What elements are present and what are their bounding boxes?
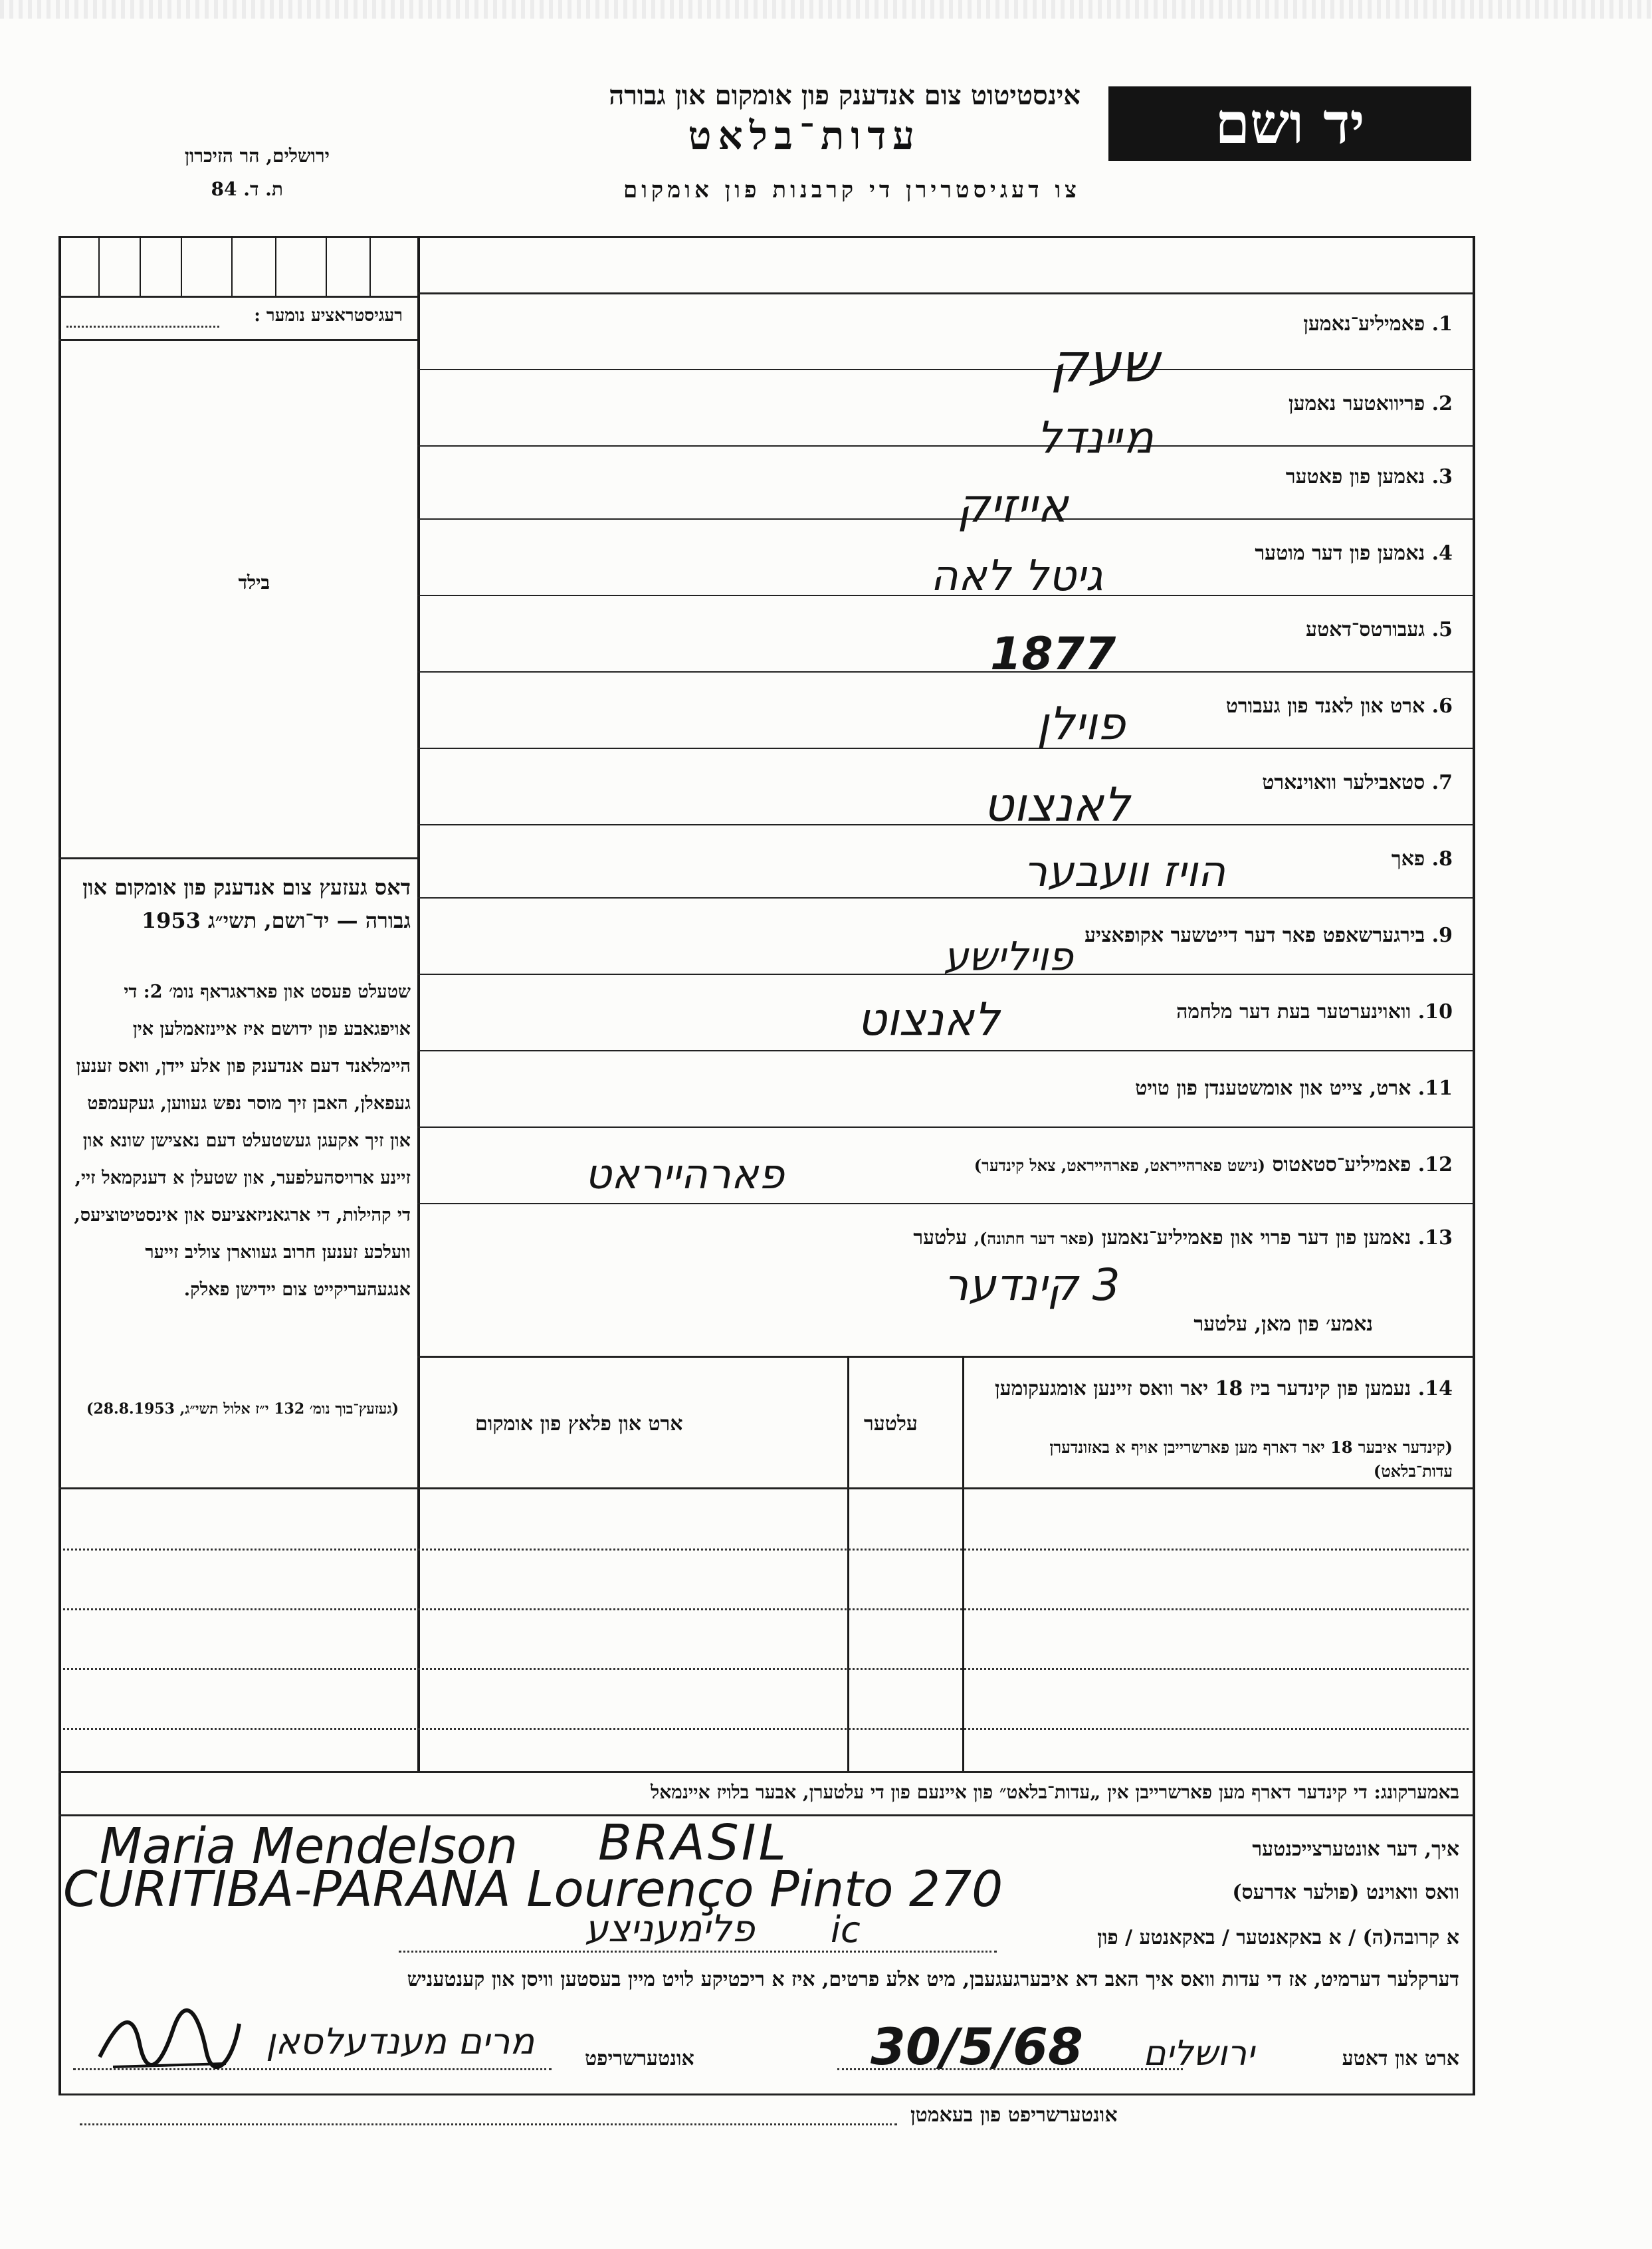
official-signature-dots <box>80 2123 897 2125</box>
place-value[interactable]: ירושלים <box>1143 2034 1255 2074</box>
left-grid-cell <box>181 236 182 296</box>
field-12-hint: (נישט פארהייראט, פארהייראט, צאל קינדער) <box>974 1156 1265 1175</box>
field-8-label <box>1392 847 1453 871</box>
field-11-label <box>1135 1077 1453 1100</box>
address-label: וואס וואוינט (פולער אדרעס) <box>1232 1881 1459 1904</box>
signer-country[interactable]: BRASIL <box>598 1814 789 1872</box>
law-title: דאס געזעץ צום אנדענק פון אומקום און גבורה — יד־ושם, תשי״ג 1953 <box>82 875 411 933</box>
field-2-value[interactable]: מײנדל <box>1037 412 1154 463</box>
children-note: (קינדער איבער 18 יאר דארף מען פארשרייבן אויף א באזונדערן עדות־בלאט) <box>1049 1438 1453 1481</box>
date-value[interactable]: 30/5/68 <box>871 2017 1083 2076</box>
field-6-text: ארט און לאנד פון געבורט <box>1225 695 1425 718</box>
field-8-num: 8. <box>1431 847 1453 871</box>
field-line <box>417 518 1474 520</box>
field-12-num: 12. <box>1417 1153 1453 1176</box>
field-1-text: פאמיליע־נאמען <box>1303 312 1425 336</box>
field-7-num: 7. <box>1431 771 1453 794</box>
field-10-value[interactable]: לאנצוט <box>857 994 1000 1046</box>
relation-note: ic <box>831 1909 861 1951</box>
field-3-text: נאמען פון פאטער <box>1285 465 1425 488</box>
declaration-text: דערקלער דערמיט, אז די עדות וואס איך האב דא איבערגעגעבן, מיט אלע פרטים, איז א ריכטיקע לויט מיין בעסטען וויסן און קענטעניש <box>407 1968 1459 1991</box>
remark-text: באמערקונג: די קינדער דארף מען פארשרייבן אין „עדות־בלאט״ פון איינעם פון די עלטערן, אבער בלויז איינמאל <box>651 1781 1459 1803</box>
field-4-label <box>1255 542 1453 565</box>
children-label <box>974 1374 1453 1404</box>
header-place: ירושלים, הר הזיכרון <box>184 145 330 167</box>
field-line <box>417 1356 1474 1358</box>
field-13-value[interactable]: 3 קינדער <box>944 1259 1120 1311</box>
field-1-label <box>1303 312 1453 336</box>
field-5-value[interactable]: 1877 <box>990 628 1116 681</box>
field-5-text: געבורטס־דאטע <box>1306 618 1425 641</box>
header-box: ת. ד. 84 <box>211 178 283 200</box>
registration-label: רעגיסטראציע נומער : <box>254 306 403 326</box>
field-3-num: 3. <box>1431 465 1453 488</box>
field-9-value[interactable]: פוילישע <box>944 934 1073 980</box>
field-4-num: 4. <box>1431 542 1453 565</box>
left-grid-cell <box>369 236 371 296</box>
field-8-value[interactable]: הויז וועבער <box>1023 847 1226 897</box>
children-row[interactable] <box>63 1608 1469 1610</box>
children-col-line <box>847 1356 849 1771</box>
registration-dots <box>66 326 219 328</box>
field-11-num: 11. <box>1417 1077 1453 1100</box>
left-grid-cell <box>275 236 276 296</box>
field-11-text: ארט, צייט און אומשטענדן פון טויט <box>1135 1077 1411 1100</box>
field-line <box>417 1203 1474 1204</box>
column-divider <box>417 236 420 1771</box>
field-1-num: 1. <box>1431 312 1453 336</box>
field-line <box>417 748 1474 749</box>
field-6-label <box>1226 695 1453 718</box>
field-5-label <box>1306 618 1453 641</box>
signature-scribble <box>93 2004 246 2077</box>
field-line <box>417 369 1474 370</box>
official-signature-label: אונטערשריפט פון בעאמטן <box>910 2103 1118 2127</box>
column-age-header: עלטער <box>864 1412 918 1436</box>
address-value[interactable]: CURITIBA-PARANA Lourenço Pinto 270 <box>63 1861 1003 1918</box>
field-6-num: 6. <box>1431 695 1453 718</box>
frame-bottom <box>58 2093 1475 2095</box>
date-dots <box>837 2068 1183 2070</box>
field-9-num: 9. <box>1431 924 1453 947</box>
field-line <box>417 671 1474 673</box>
left-grid-cell <box>231 236 233 296</box>
place-date-label: ארט און דאטע <box>1342 2047 1459 2070</box>
law-text: שטעלט פעסט און פאראגראף נומ׳ 2: די אויפגאבע פון ידושם איז איינזאמלען אין היימלאנד דעם אנדענק פון אלע יידן, וואס זענען געפאלן, האבן זיך מוסר נפש געווען, געקעמפט און זיך אקעגן געשטעלט דעם נאצישן שונא און זיינע ארויסהעלפער, און שטעלן א דענקמאל זיי, די קהילות, די ארגאניזאציעס און אינסטיטוציעס, וועלכע זענען חרוב געווארן צוליב זייער אנגעהעריקייט צום יידישן פאלק. <box>74 982 411 1300</box>
form-subtitle: צו דעגיסטרירן די קרבנות פון אומקום <box>623 177 1081 203</box>
field-5-num: 5. <box>1431 618 1453 641</box>
field-2-text: פריוואטער נאמען <box>1288 392 1425 415</box>
frame-top <box>58 236 1475 238</box>
field-10-label <box>1176 1000 1453 1023</box>
signature-print[interactable]: מרים מענדעלסאן <box>266 2020 535 2062</box>
field-13-text: נאמען פון דער פרוי און פאמיליע־נאמען <box>1101 1226 1411 1249</box>
field-13-label <box>913 1226 1453 1249</box>
field-12-label <box>974 1153 1453 1176</box>
signer-label: איך, דער אונטערצייכנטער <box>1252 1838 1459 1861</box>
field-10-num: 10. <box>1417 1000 1453 1023</box>
left-line-upper <box>58 339 417 341</box>
field-line <box>417 445 1474 447</box>
field-10-text: וואוינערטער בעת דער מלחמה <box>1176 1000 1411 1023</box>
law-reference: (געזעץ־בוך נומ׳ 132 י״ז אלול תשי״ג, 28.8.1953) <box>86 1400 399 1418</box>
left-line-photo <box>58 857 417 859</box>
left-grid-line <box>58 296 417 298</box>
scan-edge <box>0 0 1652 19</box>
field-line <box>417 1126 1474 1128</box>
left-grid-cell <box>326 236 327 296</box>
form-title: עדות־בלאט <box>688 113 921 158</box>
field-4-value[interactable]: גיטל לאה <box>930 552 1103 601</box>
field-9-text: בירגערשאפט פאר דער דייטשער אקופאציע <box>1084 924 1425 947</box>
children-row[interactable] <box>63 1668 1469 1670</box>
field-12-text: פאמיליע־סטאטוס <box>1272 1153 1411 1176</box>
field-line <box>417 824 1474 825</box>
field-4-text: נאמען פון דער מוטער <box>1255 542 1425 565</box>
field-2-label <box>1289 392 1453 415</box>
children-row[interactable] <box>63 1728 1469 1730</box>
children-text: נעמען פון קינדער ביז 18 יאר וואס זיינען אומגעקומען <box>994 1377 1411 1400</box>
yad-vashem-logo: יד ושם <box>1108 86 1471 161</box>
children-row[interactable] <box>63 1549 1469 1551</box>
field-7-value[interactable]: לאנצוט <box>983 778 1130 832</box>
field-13-num: 13. <box>1417 1226 1453 1249</box>
field-line <box>417 897 1474 899</box>
relation-value[interactable]: פלימעניצע <box>585 1907 755 1951</box>
column-place-header: ארט און פלאץ פון אומקום <box>475 1412 683 1436</box>
field-12-value[interactable]: פארהייראט <box>585 1150 785 1198</box>
field-7-label <box>1262 771 1453 794</box>
left-grid-cell <box>140 236 141 296</box>
relation-label: א קרובה(ה) / א באקאנטער / באקאנטע / פון <box>1097 1926 1459 1949</box>
field-13-hint: (פאר דער חתונה), <box>974 1229 1095 1248</box>
children-num: 14. <box>1417 1377 1453 1400</box>
left-grid-cell <box>98 236 100 296</box>
field-13-text2: עלטער <box>913 1226 968 1249</box>
husband-line-label: נאמע׳ פון מאן, עלטער <box>1193 1313 1373 1336</box>
field-9-label <box>1084 924 1453 947</box>
field-3-label <box>1286 465 1453 488</box>
field-line-top <box>417 292 1474 294</box>
field-line <box>417 1050 1474 1051</box>
relation-dots <box>399 1951 997 1953</box>
photo-label: בילד <box>238 572 270 593</box>
field-6-value[interactable]: פוילן <box>1037 698 1126 750</box>
children-table-bottom <box>58 1771 1474 1773</box>
field-3-value[interactable]: אייזיק <box>957 479 1069 533</box>
field-1-value[interactable]: שעק <box>1050 332 1159 394</box>
institute-name: אינסטיטוט צום אנדענק פון אומקום און גבורה <box>609 80 1081 111</box>
field-7-text: סטאבילער וואוינארט <box>1262 771 1425 794</box>
field-2-num: 2. <box>1431 392 1453 415</box>
children-col-line <box>962 1356 964 1771</box>
children-header-bottom <box>58 1487 1474 1489</box>
signer-name[interactable]: Maria Mendelson <box>100 1818 518 1875</box>
field-8-text: פאך <box>1391 847 1425 871</box>
signature-label: אונטערשריפט <box>585 2047 694 2070</box>
